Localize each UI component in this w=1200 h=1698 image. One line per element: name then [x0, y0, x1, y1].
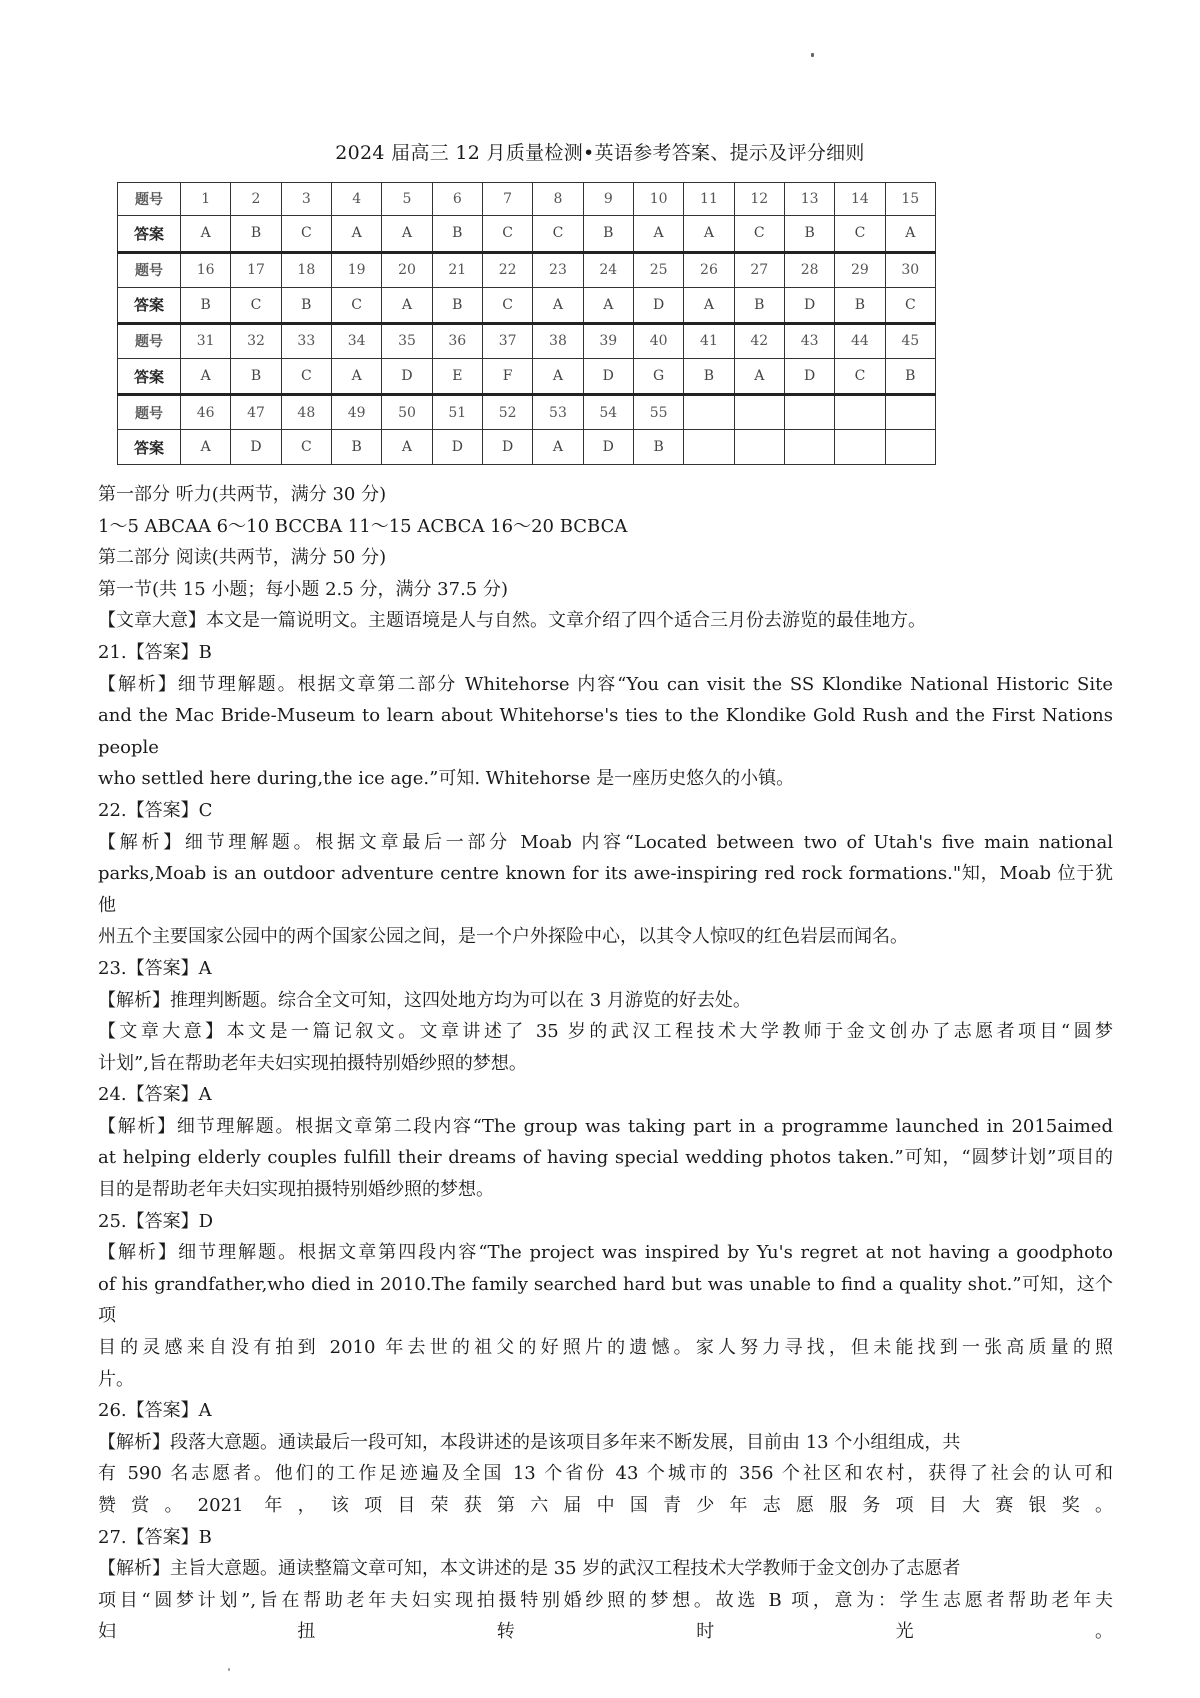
answer-row [118, 358, 936, 394]
answer-cell: G [633, 358, 683, 394]
text-line: at helping elderly couples fulfill their dreams of having special wedding photos taken.”可知，“圆梦计划”项目的 [98, 1147, 1113, 1169]
text-line: 目的灵感来自没有拍到 2010 年去世的祖父的好照片的遗憾。家人努力寻找，但未能找到一张高质量的照 [98, 1337, 1113, 1359]
question-header-cell: 题号 [118, 252, 181, 287]
answer-cell: D [432, 430, 482, 465]
question-number-cell: 8 [533, 183, 583, 216]
question-number-cell: 45 [885, 323, 935, 358]
question-number-cell: 16 [181, 252, 231, 287]
text-line: 1～5 ABCAA 6～10 BCCBA 11～15 ACBCA 16～20 BCBCA [98, 515, 628, 537]
question-number-cell: 21 [432, 252, 482, 287]
text-line: 27.【答案】B [98, 1526, 212, 1548]
answer-cell: C [482, 287, 532, 323]
question-number-cell: 35 [382, 323, 432, 358]
answer-cell: D [633, 287, 683, 323]
text-line: 【解析】段落大意题。通读最后一段可知，本段讲述的是该项目多年来不断发展，目前由 13 个小组组成，共 [98, 1431, 961, 1453]
question-number-cell: 6 [432, 183, 482, 216]
answer-cell: B [583, 216, 633, 252]
answer-cell: C [281, 430, 331, 465]
answer-cell: D [231, 430, 281, 465]
question-number-cell: 26 [684, 252, 734, 287]
answer-cell: C [231, 287, 281, 323]
text-line: 第一节(共 15 小题；每小题 2.5 分，满分 37.5 分) [98, 578, 508, 600]
answer-row [118, 430, 936, 465]
document-title: 2024 届高三 12 月质量检测•英语参考答案、提示及评分细则 [335, 142, 865, 164]
question-number-row [118, 395, 936, 430]
answer-cell: A [583, 287, 633, 323]
answer-cell: C [482, 216, 532, 252]
question-number-cell: 9 [583, 183, 633, 216]
question-number-cell: 2 [231, 183, 281, 216]
answer-cell: A [734, 358, 784, 394]
question-number-cell: 40 [633, 323, 683, 358]
question-number-cell: 55 [633, 395, 683, 430]
answer-cell: A [181, 430, 231, 465]
answer-explanations [98, 479, 1113, 1648]
answer-cell: C [734, 216, 784, 252]
question-number-cell: 50 [382, 395, 432, 430]
answer-cell: E [432, 358, 482, 394]
question-number-cell: 48 [281, 395, 331, 430]
question-number-cell: 7 [482, 183, 532, 216]
answer-cell: C [281, 216, 331, 252]
question-number-cell: 17 [231, 252, 281, 287]
answer-cell: B [331, 430, 381, 465]
answer-header-cell: 答案 [118, 216, 181, 252]
scan-speck-bottom [228, 1668, 230, 1671]
question-number-cell: 15 [885, 183, 935, 216]
question-number-cell: 39 [583, 323, 633, 358]
answer-cell: A [684, 287, 734, 323]
question-number-cell: 31 [181, 323, 231, 358]
question-number-cell: 38 [533, 323, 583, 358]
question-number-cell: 4 [331, 183, 381, 216]
question-number-cell: 1 [181, 183, 231, 216]
question-header-cell: 题号 [118, 183, 181, 216]
answer-cell: B [231, 358, 281, 394]
answer-row [118, 287, 936, 323]
answer-cell: B [885, 358, 935, 394]
question-number-cell: 12 [734, 183, 784, 216]
answer-cell: D [482, 430, 532, 465]
question-number-cell: 24 [583, 252, 633, 287]
text-line: of his grandfather,who died in 2010.The family searched hard but was unable to find a quality shot.”可知，这个项 [98, 1273, 1113, 1327]
answer-cell: D [583, 430, 633, 465]
answer-cell: B [281, 287, 331, 323]
text-line: 【文章大意】本文是一篇说明文。主题语境是人与自然。文章介绍了四个适合三月份去游览的最佳地方。 [98, 610, 926, 632]
question-number-cell: 3 [281, 183, 331, 216]
text-line: 【文章大意】本文是一篇记叙文。文章讲述了 35 岁的武汉工程技术大学教师于金文创办了志愿者项目“圆梦 [98, 1021, 1113, 1043]
answer-cell: A [382, 287, 432, 323]
text-line: 计划”,旨在帮助老年夫妇实现拍摄特别婚纱照的梦想。 [98, 1052, 527, 1074]
answer-cell: C [281, 358, 331, 394]
answer-cell: B [432, 216, 482, 252]
answer-cell: B [181, 287, 231, 323]
answer-cell [784, 430, 834, 465]
scan-speck-top [811, 53, 814, 57]
text-line: parks,Moab is an outdoor adventure centre known for its awe-inspiring red rock formations."知，Moab 位于犹他 [98, 863, 1113, 916]
text-line: 25.【答案】D [98, 1210, 214, 1232]
question-number-cell: 20 [382, 252, 432, 287]
text-line: 妇扭转时光。 [98, 1621, 1113, 1643]
answer-cell: D [784, 287, 834, 323]
answer-cell: A [331, 216, 381, 252]
answer-cell: B [231, 216, 281, 252]
question-number-cell [885, 395, 935, 430]
text-line: 26.【答案】A [98, 1400, 212, 1422]
answer-cell: D [382, 358, 432, 394]
answer-cell: A [533, 287, 583, 323]
question-number-row [118, 183, 936, 216]
answer-cell: A [382, 430, 432, 465]
question-number-cell: 44 [835, 323, 885, 358]
question-number-row [118, 252, 936, 287]
question-number-cell: 51 [432, 395, 482, 430]
answer-cell: C [331, 287, 381, 323]
question-number-cell: 27 [734, 252, 784, 287]
text-line: 【解析】细节理解题。根据文章第二部分 Whitehorse 内容“You can visit the SS Klondike National Historic Site [98, 673, 1113, 695]
answer-cell: B [684, 358, 734, 394]
text-line: and the Mac Bride-Museum to learn about Whitehorse's ties to the Klondike Gold Rush and the First Nations people [98, 705, 1113, 758]
question-number-cell: 10 [633, 183, 683, 216]
answer-cell [885, 430, 935, 465]
text-line: 22.【答案】C [98, 799, 213, 821]
answer-cell: D [583, 358, 633, 394]
question-number-cell [734, 395, 784, 430]
text-line: 23.【答案】A [98, 957, 212, 979]
question-number-cell: 14 [835, 183, 885, 216]
answer-cell: C [885, 287, 935, 323]
question-number-cell: 5 [382, 183, 432, 216]
text-line: 【解析】主旨大意题。通读整篇文章可知，本文讲述的是 35 岁的武汉工程技术大学教师于金文创办了志愿者 [98, 1558, 961, 1580]
question-number-cell: 28 [784, 252, 834, 287]
text-line: 赞赏。2021 年，该项目荣获第六届中国青少年志愿服务项目大赛银奖。 [98, 1495, 1113, 1516]
text-line: 片。 [98, 1368, 134, 1390]
question-number-cell [684, 395, 734, 430]
answer-key-table [117, 182, 936, 465]
question-number-cell: 18 [281, 252, 331, 287]
question-number-cell: 19 [331, 252, 381, 287]
question-number-cell: 41 [684, 323, 734, 358]
question-number-row [118, 323, 936, 358]
question-number-cell: 42 [734, 323, 784, 358]
answer-cell: D [784, 358, 834, 394]
answer-cell [684, 430, 734, 465]
text-line: 21.【答案】B [98, 641, 212, 663]
answer-header-cell: 答案 [118, 430, 181, 465]
question-number-cell: 34 [331, 323, 381, 358]
answer-cell: C [835, 216, 885, 252]
question-number-cell: 23 [533, 252, 583, 287]
text-line: who settled here during,the ice age.”可知. Whitehorse 是一座历史悠久的小镇。 [98, 768, 795, 790]
answer-cell: A [533, 430, 583, 465]
answer-header-cell: 答案 [118, 287, 181, 323]
text-line: 【解析】推理判断题。综合全文可知，这四处地方均为可以在 3 月游览的好去处。 [98, 989, 751, 1011]
answer-cell: A [331, 358, 381, 394]
question-number-cell [835, 395, 885, 430]
text-line: 州五个主要国家公园中的两个国家公园之间，是一个户外探险中心，以其令人惊叹的红色岩层而闻名。 [98, 926, 908, 948]
answer-cell: A [633, 216, 683, 252]
question-number-cell: 52 [482, 395, 532, 430]
answer-cell: B [835, 287, 885, 323]
answer-cell: F [482, 358, 532, 394]
answer-cell: C [533, 216, 583, 252]
question-number-cell: 11 [684, 183, 734, 216]
question-number-cell: 46 [181, 395, 231, 430]
answer-cell: A [885, 216, 935, 252]
answer-cell: A [181, 358, 231, 394]
question-number-cell: 32 [231, 323, 281, 358]
question-number-cell: 47 [231, 395, 281, 430]
text-line: 项目“圆梦计划”,旨在帮助老年夫妇实现拍摄特别婚纱照的梦想。故选 B 项，意为：学生志愿者帮助老年夫 [98, 1589, 1113, 1611]
text-line: 第二部分 阅读(共两节，满分 50 分) [98, 547, 387, 569]
question-number-cell [784, 395, 834, 430]
text-line: 【解析】细节理解题。根据文章最后一部分 Moab 内容“Located between two of Utah's five main national [98, 831, 1113, 853]
question-number-cell: 13 [784, 183, 834, 216]
answer-cell: B [633, 430, 683, 465]
question-number-cell: 22 [482, 252, 532, 287]
question-number-cell: 49 [331, 395, 381, 430]
text-line: 【解析】细节理解题。根据文章第二段内容“The group was taking part in a programme launched in 2015aimed [98, 1115, 1113, 1137]
answer-cell: C [835, 358, 885, 394]
question-number-cell: 25 [633, 252, 683, 287]
answer-cell [835, 430, 885, 465]
answer-row [118, 216, 936, 252]
question-number-cell: 37 [482, 323, 532, 358]
question-number-cell: 43 [784, 323, 834, 358]
answer-cell: A [181, 216, 231, 252]
text-line: 第一部分 听力(共两节，满分 30 分) [98, 484, 387, 505]
question-number-cell: 30 [885, 252, 935, 287]
question-number-cell: 54 [583, 395, 633, 430]
question-number-cell: 53 [533, 395, 583, 430]
answer-header-cell: 答案 [118, 358, 181, 394]
question-number-cell: 29 [835, 252, 885, 287]
answer-cell: A [533, 358, 583, 394]
text-line: 有 590 名志愿者。他们的工作足迹遍及全国 13 个省份 43 个城市的 356 个社区和农村，获得了社会的认可和 [98, 1463, 1113, 1485]
question-header-cell: 题号 [118, 323, 181, 358]
question-number-cell: 36 [432, 323, 482, 358]
answer-cell: B [432, 287, 482, 323]
answer-cell [734, 430, 784, 465]
answer-cell: A [684, 216, 734, 252]
answer-cell: A [382, 216, 432, 252]
answer-cell: B [734, 287, 784, 323]
text-line: 目的是帮助老年夫妇实现拍摄特别婚纱照的梦想。 [98, 1179, 494, 1201]
text-line: 【解析】细节理解题。根据文章第四段内容“The project was inspired by Yu's regret at not having a goodphoto [98, 1242, 1113, 1264]
answer-cell: B [784, 216, 834, 252]
question-header-cell: 题号 [118, 395, 181, 430]
text-line: 24.【答案】A [98, 1084, 212, 1106]
question-number-cell: 33 [281, 323, 331, 358]
